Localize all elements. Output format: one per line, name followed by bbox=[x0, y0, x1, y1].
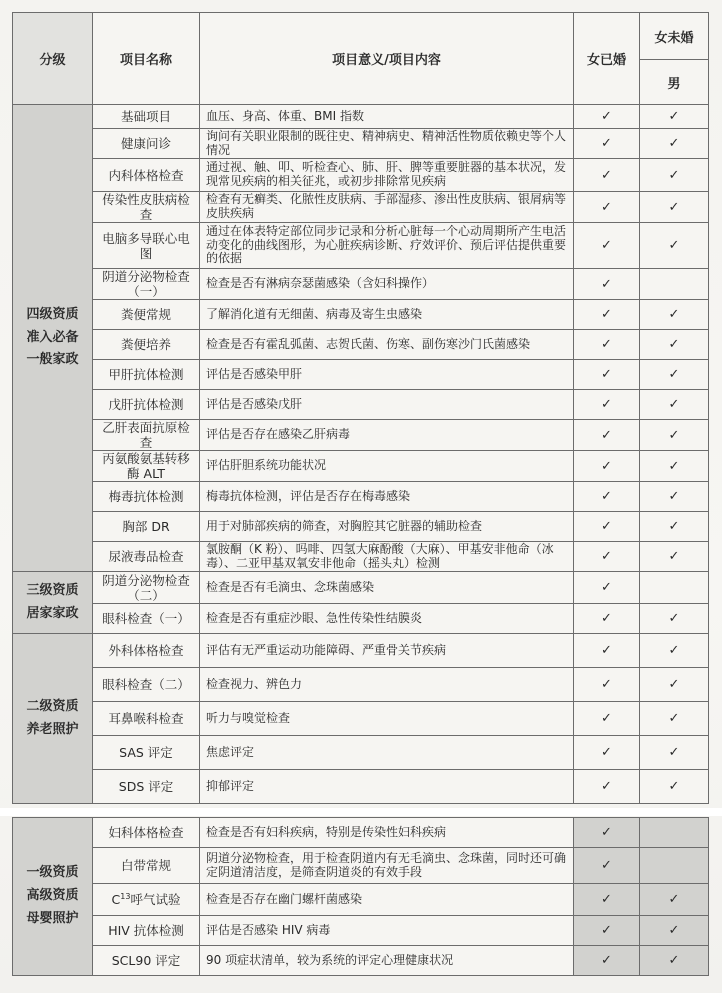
check-female-unmarried-male: ✓ bbox=[640, 192, 709, 223]
item-description: 用于对肺部疾病的筛查，对胸腔其它脏器的辅助检查 bbox=[200, 512, 574, 542]
grade-label: 一级资质 bbox=[26, 865, 79, 881]
check-female-unmarried-male: ✓ bbox=[640, 330, 709, 360]
check-female-married: ✓ bbox=[574, 916, 640, 946]
table-body bbox=[13, 105, 709, 804]
check-female-unmarried-male bbox=[640, 848, 709, 884]
header-item-content: 项目意义/项目内容 bbox=[200, 13, 574, 105]
item-name: 阴道分泌物检查（一） bbox=[93, 269, 200, 300]
check-female-married: ✓ bbox=[574, 818, 640, 848]
check-female-unmarried-male: ✓ bbox=[640, 482, 709, 512]
table-row bbox=[13, 300, 709, 330]
grade-label: 居家家政 bbox=[26, 605, 79, 621]
item-description: 90 项症状清单，较为系统的评定心理健康状况 bbox=[200, 946, 574, 976]
check-female-unmarried-male: ✓ bbox=[640, 223, 709, 269]
table-row bbox=[13, 542, 709, 572]
grade-label: 一般家政 bbox=[26, 352, 79, 368]
check-female-married: ✓ bbox=[574, 482, 640, 512]
check-female-married: ✓ bbox=[574, 269, 640, 300]
check-female-married: ✓ bbox=[574, 848, 640, 884]
item-description: 评估是否感染 HIV 病毒 bbox=[200, 916, 574, 946]
check-female-unmarried-male: ✓ bbox=[640, 702, 709, 736]
check-female-married: ✓ bbox=[574, 572, 640, 604]
table-row bbox=[13, 192, 709, 223]
item-name: 甲肝抗体检测 bbox=[93, 360, 200, 390]
check-female-married: ✓ bbox=[574, 420, 640, 451]
check-female-unmarried-male bbox=[640, 818, 709, 848]
item-name: 粪便常规 bbox=[93, 300, 200, 330]
item-name: 戊肝抗体检测 bbox=[93, 390, 200, 420]
item-description: 评估是否感染戊肝 bbox=[200, 390, 574, 420]
check-female-married: ✓ bbox=[574, 542, 640, 572]
check-female-married: ✓ bbox=[574, 330, 640, 360]
grade-label: 四级资质 bbox=[26, 306, 79, 322]
check-female-married: ✓ bbox=[574, 702, 640, 736]
check-female-unmarried-male: ✓ bbox=[640, 770, 709, 804]
item-description: 梅毒抗体检测，评估是否存在梅毒感染 bbox=[200, 482, 574, 512]
check-female-unmarried-male: ✓ bbox=[640, 668, 709, 702]
check-female-married: ✓ bbox=[574, 129, 640, 159]
item-name: 粪便培养 bbox=[93, 330, 200, 360]
check-female-married: ✓ bbox=[574, 770, 640, 804]
health-check-table bbox=[12, 12, 709, 804]
item-name: 乙肝表面抗原检查 bbox=[93, 420, 200, 451]
check-female-married: ✓ bbox=[574, 668, 640, 702]
item-description: 了解消化道有无细菌、病毒及寄生虫感染 bbox=[200, 300, 574, 330]
check-female-unmarried-male: ✓ bbox=[640, 159, 709, 192]
check-female-married: ✓ bbox=[574, 634, 640, 668]
table-row bbox=[13, 736, 709, 770]
item-name: 妇科体格检查 bbox=[93, 818, 200, 848]
check-female-unmarried-male: ✓ bbox=[640, 360, 709, 390]
grade-cell bbox=[13, 105, 93, 572]
item-name: HIV 抗体检测 bbox=[93, 916, 200, 946]
item-name: 丙氨酸氨基转移酶 ALT bbox=[93, 451, 200, 482]
item-name: SCL90 评定 bbox=[93, 946, 200, 976]
item-description: 评估是否存在感染乙肝病毒 bbox=[200, 420, 574, 451]
item-description: 氯胺酮（K 粉）、吗啡、四氢大麻酚酸（大麻）、甲基安非他命（冰毒）、二亚甲基双氧安非他命（摇头丸）检测 bbox=[200, 542, 574, 572]
item-name: 胸部 DR bbox=[93, 512, 200, 542]
item-description: 询问有关职业限制的既往史、精神病史、精神活性物质依赖史等个人情况 bbox=[200, 129, 574, 159]
item-description: 听力与嗅觉检查 bbox=[200, 702, 574, 736]
item-description: 检查有无癣类、化脓性皮肤病、手部湿疹、渗出性皮肤病、银屑病等皮肤疾病 bbox=[200, 192, 574, 223]
table-row bbox=[13, 482, 709, 512]
table-row bbox=[13, 668, 709, 702]
check-female-unmarried-male: ✓ bbox=[640, 105, 709, 129]
check-female-married: ✓ bbox=[574, 604, 640, 634]
item-name: 耳鼻喉科检查 bbox=[93, 702, 200, 736]
item-description: 检查是否有毛滴虫、念珠菌感染 bbox=[200, 572, 574, 604]
item-name: 外科体格检查 bbox=[93, 634, 200, 668]
header-item-name: 项目名称 bbox=[93, 13, 200, 105]
header-female-unmarried: 女未婚 bbox=[640, 13, 709, 60]
check-female-married: ✓ bbox=[574, 390, 640, 420]
table-row bbox=[13, 884, 709, 916]
check-female-unmarried-male: ✓ bbox=[640, 604, 709, 634]
check-female-unmarried-male: ✓ bbox=[640, 634, 709, 668]
check-female-married: ✓ bbox=[574, 192, 640, 223]
item-name: 基础项目 bbox=[93, 105, 200, 129]
item-name bbox=[93, 884, 200, 916]
item-description: 检查视力、辨色力 bbox=[200, 668, 574, 702]
check-female-unmarried-male: ✓ bbox=[640, 390, 709, 420]
check-female-unmarried-male: ✓ bbox=[640, 451, 709, 482]
grade-label: 二级资质 bbox=[26, 698, 79, 714]
table-body-continued bbox=[13, 818, 709, 976]
check-female-married: ✓ bbox=[574, 360, 640, 390]
item-name: 尿液毒品检查 bbox=[93, 542, 200, 572]
check-female-unmarried-male: ✓ bbox=[640, 542, 709, 572]
header-male: 男 bbox=[640, 60, 709, 105]
item-name-superscript: 13 bbox=[120, 891, 131, 901]
check-female-married: ✓ bbox=[574, 223, 640, 269]
grade-label: 高级资质 bbox=[26, 888, 79, 904]
table-row bbox=[13, 604, 709, 634]
header-row-1 bbox=[13, 13, 709, 60]
table-row bbox=[13, 269, 709, 300]
check-female-married: ✓ bbox=[574, 946, 640, 976]
check-female-married: ✓ bbox=[574, 451, 640, 482]
item-name-prefix: C bbox=[111, 892, 121, 908]
check-female-married: ✓ bbox=[574, 512, 640, 542]
item-name: 梅毒抗体检测 bbox=[93, 482, 200, 512]
item-name: 眼科检查（一） bbox=[93, 604, 200, 634]
item-description: 焦虑评定 bbox=[200, 736, 574, 770]
table-row bbox=[13, 848, 709, 884]
item-name: 阴道分泌物检查（二） bbox=[93, 572, 200, 604]
item-name-suffix: 呼气试验 bbox=[130, 892, 181, 908]
grade-label: 准入必备 bbox=[26, 329, 79, 345]
check-female-unmarried-male: ✓ bbox=[640, 884, 709, 916]
grade-cell bbox=[13, 634, 93, 804]
table-row bbox=[13, 770, 709, 804]
check-female-unmarried-male: ✓ bbox=[640, 129, 709, 159]
table-row bbox=[13, 129, 709, 159]
page-separator bbox=[0, 808, 722, 816]
item-description: 通过视、触、叩、听检查心、肺、肝、脾等重要脏器的基本状况，发现常见疾病的相关征兆，或初步排除常见疾病 bbox=[200, 159, 574, 192]
check-female-unmarried-male: ✓ bbox=[640, 736, 709, 770]
grade-label: 母婴照护 bbox=[26, 910, 79, 926]
item-description: 评估是否感染甲肝 bbox=[200, 360, 574, 390]
item-name: 电脑多导联心电图 bbox=[93, 223, 200, 269]
item-description: 检查是否有重症沙眼、急性传染性结膜炎 bbox=[200, 604, 574, 634]
table-row bbox=[13, 572, 709, 604]
grade-cell bbox=[13, 818, 93, 976]
check-female-married: ✓ bbox=[574, 105, 640, 129]
grade-cell bbox=[13, 572, 93, 634]
grade-label: 养老照护 bbox=[26, 721, 79, 737]
item-description: 通过在体表特定部位同步记录和分析心脏每一个心动周期所产生电活动变化的曲线图形，为心脏疾病诊断、疗效评价、预后评估提供重要的依据 bbox=[200, 223, 574, 269]
header-grade: 分级 bbox=[13, 13, 93, 105]
check-female-married: ✓ bbox=[574, 736, 640, 770]
health-check-table-continued bbox=[12, 817, 709, 976]
check-female-married: ✓ bbox=[574, 300, 640, 330]
item-name: 眼科检查（二） bbox=[93, 668, 200, 702]
grade-label: 三级资质 bbox=[26, 582, 79, 598]
table-row bbox=[13, 223, 709, 269]
item-name: SAS 评定 bbox=[93, 736, 200, 770]
table-row bbox=[13, 634, 709, 668]
check-female-unmarried-male: ✓ bbox=[640, 420, 709, 451]
check-female-unmarried-male: ✓ bbox=[640, 916, 709, 946]
header-female-married: 女已婚 bbox=[574, 13, 640, 105]
item-name: 健康问诊 bbox=[93, 129, 200, 159]
check-female-unmarried-male: ✓ bbox=[640, 946, 709, 976]
item-name: 白带常规 bbox=[93, 848, 200, 884]
check-female-unmarried-male: ✓ bbox=[640, 512, 709, 542]
table-row bbox=[13, 451, 709, 482]
item-description: 抑郁评定 bbox=[200, 770, 574, 804]
table-row bbox=[13, 946, 709, 976]
table-row bbox=[13, 105, 709, 129]
check-female-unmarried-male bbox=[640, 269, 709, 300]
table-row bbox=[13, 159, 709, 192]
item-name: 传染性皮肤病检查 bbox=[93, 192, 200, 223]
item-description: 检查是否有霍乱弧菌、志贺氏菌、伤寒、副伤寒沙门氏菌感染 bbox=[200, 330, 574, 360]
check-female-married: ✓ bbox=[574, 159, 640, 192]
check-female-unmarried-male: ✓ bbox=[640, 300, 709, 330]
table-row bbox=[13, 390, 709, 420]
table-row bbox=[13, 512, 709, 542]
table-row bbox=[13, 916, 709, 946]
table-row bbox=[13, 330, 709, 360]
item-description: 检查是否有妇科疾病，特别是传染性妇科疾病 bbox=[200, 818, 574, 848]
item-description: 评估肝胆系统功能状况 bbox=[200, 451, 574, 482]
check-female-married: ✓ bbox=[574, 884, 640, 916]
item-description: 阴道分泌物检查，用于检查阴道内有无毛滴虫、念珠菌，同时还可确定阴道清洁度，是筛查阴道炎的有效手段 bbox=[200, 848, 574, 884]
table-row bbox=[13, 420, 709, 451]
table-row bbox=[13, 702, 709, 736]
item-description: 检查是否存在幽门螺杆菌感染 bbox=[200, 884, 574, 916]
item-name: SDS 评定 bbox=[93, 770, 200, 804]
table-row bbox=[13, 360, 709, 390]
item-description: 评估有无严重运动功能障碍、严重骨关节疾病 bbox=[200, 634, 574, 668]
item-description: 血压、身高、体重、BMI 指数 bbox=[200, 105, 574, 129]
table-row bbox=[13, 818, 709, 848]
item-description: 检查是否有淋病奈瑟菌感染（含妇科操作） bbox=[200, 269, 574, 300]
check-female-unmarried-male bbox=[640, 572, 709, 604]
item-name: 内科体格检查 bbox=[93, 159, 200, 192]
